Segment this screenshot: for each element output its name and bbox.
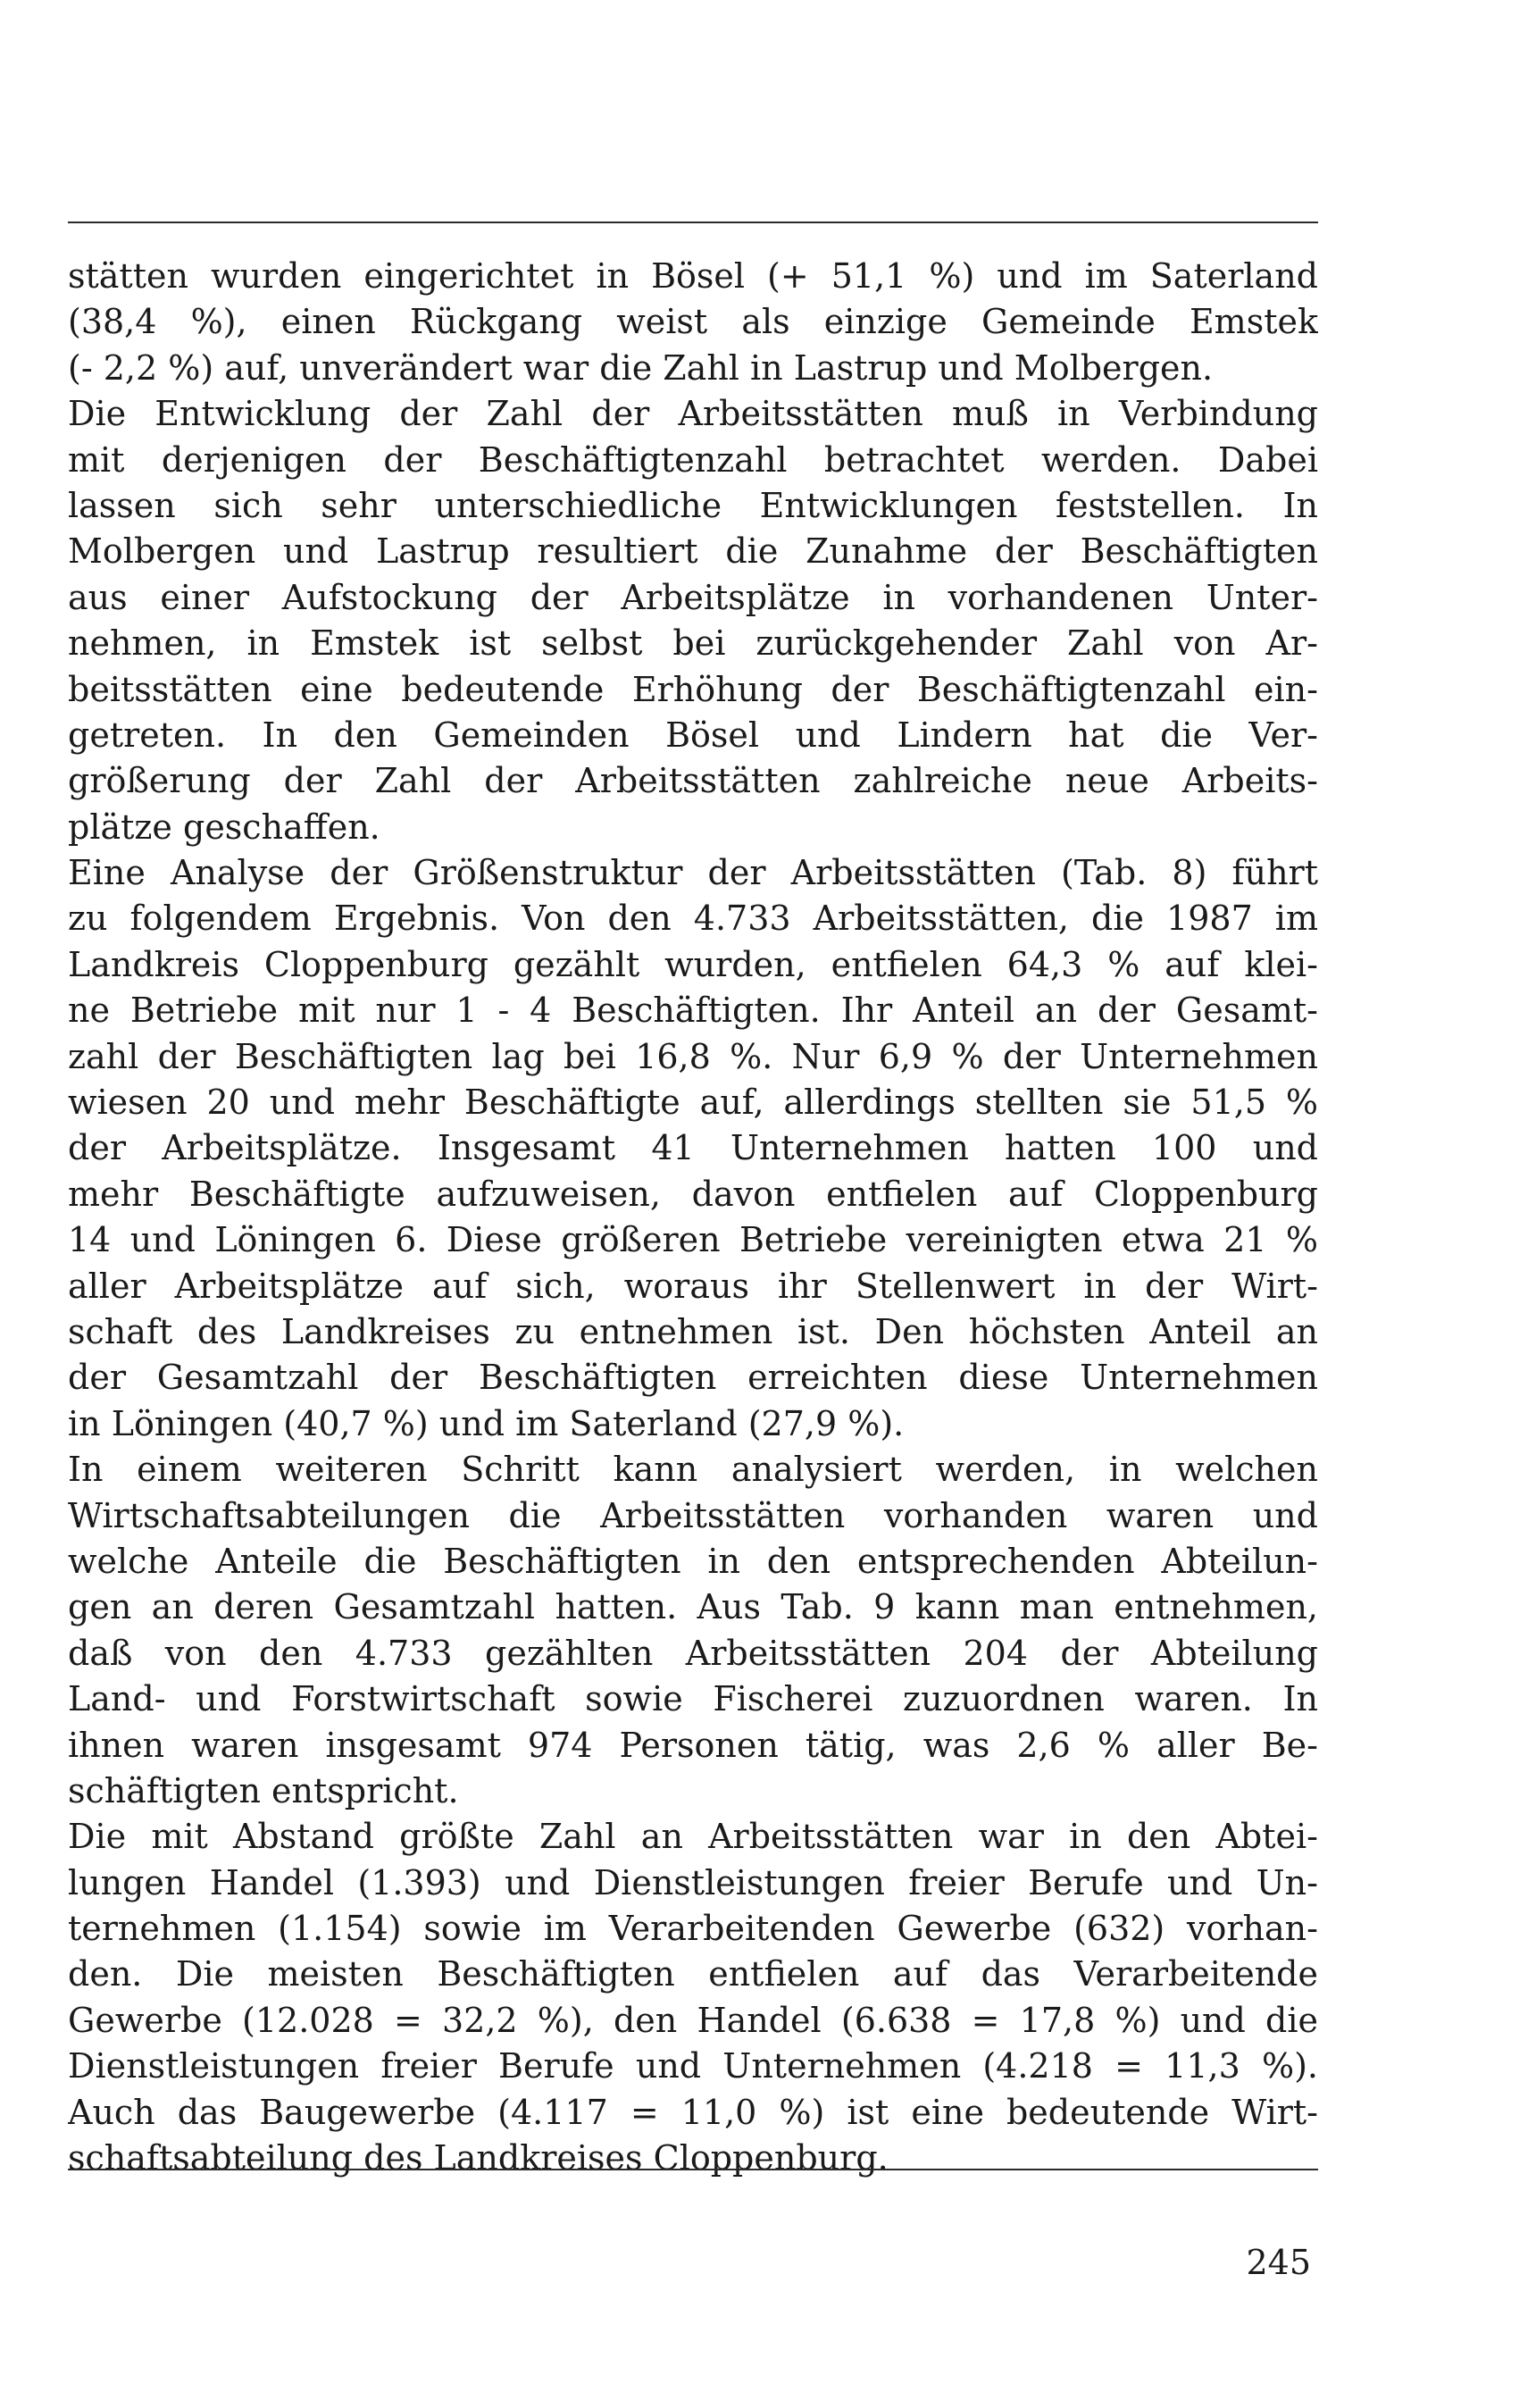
text-line: wiesen 20 und mehr Beschäftigte auf, allerdings stellten sie 51,5 % xyxy=(68,1083,1318,1123)
text-line: 14 und Löningen 6. Diese größeren Betriebe vereinigten etwa 21 % xyxy=(68,1220,1318,1260)
text-line: Land- und Forstwirtschaft sowie Fischerei zuzuordnen waren. In xyxy=(68,1679,1318,1719)
text-line: den. Die meisten Beschäftigten entfielen auf das Verarbeitende xyxy=(68,1954,1318,1994)
text-line: schaft des Landkreises zu entnehmen ist. Den höchsten Anteil an xyxy=(68,1311,1318,1351)
text-line: aus einer Aufstockung der Arbeitsplätze in vorhandenen Unter- xyxy=(68,577,1318,617)
text-line: Molbergen und Lastrup resultiert die Zunahme der Beschäftigten xyxy=(68,531,1318,572)
text-line: mehr Beschäftigte aufzuweisen, davon entfielen auf Cloppenburg xyxy=(68,1174,1318,1214)
text-line: der Arbeitsplätze. Insgesamt 41 Unternehmen hatten 100 und xyxy=(68,1128,1318,1168)
text-line: Gewerbe (12.028 = 32,2 %), den Handel (6.638 = 17,8 %) und die xyxy=(68,2000,1318,2040)
text-line: schäftigten entspricht. xyxy=(68,1770,459,1810)
text-line: daß von den 4.733 gezählten Arbeitsstätten 204 der Abteilung xyxy=(68,1633,1318,1673)
text-line: ne Betriebe mit nur 1 - 4 Beschäftigten. Ihr Anteil an der Gesamt- xyxy=(68,991,1318,1031)
text-line: größerung der Zahl der Arbeitsstätten zahlreiche neue Arbeits- xyxy=(68,761,1318,801)
text-line: lungen Handel (1.393) und Dienstleistungen freier Berufe und Un- xyxy=(68,1862,1318,1902)
text-line: plätze geschaffen. xyxy=(68,807,380,847)
text-line: (- 2,2 %) auf, unverändert war die Zahl in Lastrup und Molbergen. xyxy=(68,347,1214,388)
text-line: in Löningen (40,7 %) und im Saterland (27,9 %). xyxy=(68,1403,905,1443)
text-line: Die mit Abstand größte Zahl an Arbeitsstätten war in den Abtei- xyxy=(68,1817,1318,1857)
body-text xyxy=(68,254,1318,2181)
text-line: lassen sich sehr unterschiedliche Entwicklungen feststellen. In xyxy=(68,485,1318,525)
text-line: (38,4 %), einen Rückgang weist als einzige Gemeinde Emstek xyxy=(68,302,1318,342)
text-line: Landkreis Cloppenburg gezählt wurden, entfielen 64,3 % auf klei- xyxy=(68,944,1318,984)
text-line: In einem weiteren Schritt kann analysiert werden, in welchen xyxy=(68,1450,1318,1490)
text-line: Auch das Baugewerbe (4.117 = 11,0 %) ist eine bedeutende Wirt- xyxy=(68,2092,1318,2132)
text-line: stätten wurden eingerichtet in Bösel (+ 51,1 %) und im Saterland xyxy=(68,256,1318,296)
text-line: ihnen waren insgesamt 974 Personen tätig, was 2,6 % aller Be- xyxy=(68,1725,1318,1765)
text-line: nehmen, in Emstek ist selbst bei zurückgehender Zahl von Ar- xyxy=(68,623,1318,664)
text-line: zu folgendem Ergebnis. Von den 4.733 Arbeitsstätten, die 1987 im xyxy=(68,899,1318,939)
text-line: getreten. In den Gemeinden Bösel und Lindern hat die Ver- xyxy=(68,715,1318,755)
text-line: mit derjenigen der Beschäftigtenzahl betrachtet werden. Dabei xyxy=(68,439,1318,480)
text-line: gen an deren Gesamtzahl hatten. Aus Tab. 9 kann man entnehmen, xyxy=(68,1587,1318,1627)
top-rule xyxy=(68,222,1318,223)
bottom-rule xyxy=(68,2169,1318,2170)
text-line: ternehmen (1.154) sowie im Verarbeitenden Gewerbe (632) vorhan- xyxy=(68,1909,1318,1949)
text-line: aller Arbeitsplätze auf sich, woraus ihr Stellenwert in der Wirt- xyxy=(68,1266,1318,1306)
text-line: schaftsabteilung des Landkreises Cloppenburg. xyxy=(68,2138,889,2178)
text-line: beitsstätten eine bedeutende Erhöhung der Beschäftigtenzahl ein- xyxy=(68,669,1318,709)
text-line: zahl der Beschäftigten lag bei 16,8 %. Nur 6,9 % der Unternehmen xyxy=(68,1036,1318,1076)
text-line: welche Anteile die Beschäftigten in den entsprechenden Abteilun- xyxy=(68,1541,1318,1581)
text-line: Wirtschaftsabteilungen die Arbeitsstätten vorhanden waren und xyxy=(68,1495,1318,1535)
text-line: Eine Analyse der Größenstruktur der Arbeitsstätten (Tab. 8) führt xyxy=(68,853,1318,893)
text-line: Die Entwicklung der Zahl der Arbeitsstätten muß in Verbindung xyxy=(68,394,1318,434)
page-number: 245 xyxy=(1246,2243,1311,2282)
text-line: der Gesamtzahl der Beschäftigten erreichten diese Unternehmen xyxy=(68,1358,1318,1398)
text-line: Dienstleistungen freier Berufe und Unternehmen (4.218 = 11,3 %). xyxy=(68,2046,1318,2086)
